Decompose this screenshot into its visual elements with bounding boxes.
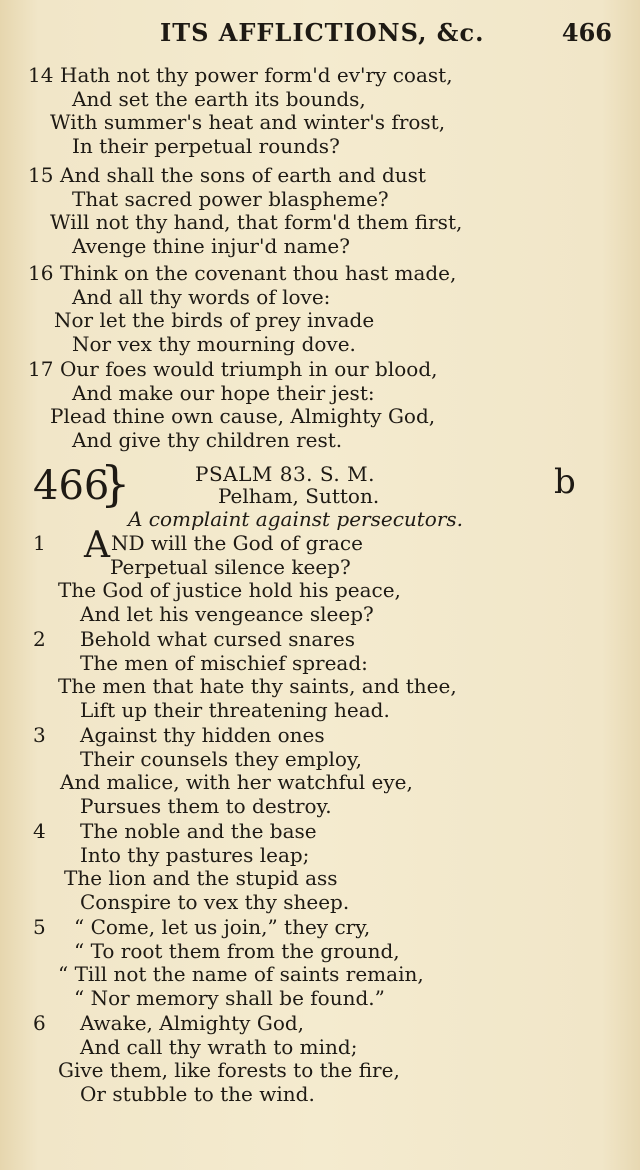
verse-line: Awake, Almighty God, <box>80 1011 305 1035</box>
verse-line: In their perpetual rounds? <box>72 134 340 159</box>
verse-line: Hath not thy power form'd ev'ry coast, <box>60 63 453 87</box>
verse-line: Or stubble to the wind. <box>80 1082 315 1107</box>
verse-number: 4 <box>33 819 46 843</box>
verse-line: And make our hope their jest: <box>72 380 375 405</box>
verse-line: The noble and the base <box>80 819 317 843</box>
running-title: ITS AFFLICTIONS, &c. <box>160 18 485 47</box>
verse-line: Avenge thine injur'd name? <box>72 234 350 259</box>
psalm-title: PSALM 83. S. M. <box>195 462 375 486</box>
verse-line: Give them, like forests to the fire, <box>58 1058 400 1083</box>
verse-line: The God of justice hold his peace, <box>58 578 401 603</box>
verse-14 <box>0 64 640 159</box>
verse-number: 16 <box>28 261 54 285</box>
tune-names: Pelham, Sutton. <box>218 484 380 508</box>
verse-number: 3 <box>33 723 46 747</box>
verse-17 <box>0 358 640 453</box>
verse-line: That sacred power blaspheme? <box>72 186 389 211</box>
verse-line: Nor vex thy mourning dove. <box>72 332 356 357</box>
verse-line: “ Till not the name of saints remain, <box>58 962 424 987</box>
verse-line: And malice, with her watchful eye, <box>60 770 413 795</box>
verse-line: Think on the covenant thou hast made, <box>60 261 457 285</box>
page-number: 466 <box>561 18 612 47</box>
verse-line: Lift up their threatening head. <box>80 698 390 723</box>
verse-number: 6 <box>33 1011 46 1035</box>
verse-number: 5 <box>33 915 46 939</box>
verse-line: Their counsels they employ, <box>80 746 362 771</box>
verse-line: The men that hate thy saints, and thee, <box>58 674 457 699</box>
verse-line: And let his vengeance sleep? <box>80 602 374 627</box>
verse-line: Our foes would triumph in our blood, <box>60 357 438 381</box>
verse-line: The men of mischief spread: <box>80 650 368 675</box>
verse-5 <box>0 916 640 1011</box>
verse-number: 14 <box>28 63 54 87</box>
verse-line: Nor let the birds of prey invade <box>54 308 375 333</box>
running-head <box>0 18 640 52</box>
verse-line: And shall the sons of earth and dust <box>60 163 426 187</box>
verse-line: Pursues them to destroy. <box>80 794 332 819</box>
brace-glyph: } <box>100 456 131 512</box>
verse-number: 15 <box>28 163 54 187</box>
drop-cap: A <box>84 525 110 566</box>
verse-line: Into thy pastures leap; <box>80 842 310 867</box>
verse-line: And give thy children rest. <box>72 428 343 453</box>
hymn-number: 466 <box>33 463 110 509</box>
verse-line: And all thy words of love: <box>72 284 331 309</box>
verse-1 <box>0 525 640 627</box>
verse-line: The lion and the stupid ass <box>64 866 338 891</box>
verse-line: Plead thine own cause, Almighty God, <box>50 404 436 429</box>
verse-4 <box>0 820 640 915</box>
verse-line: Perpetual silence keep? <box>110 554 351 579</box>
verse-line: Against thy hidden ones <box>80 723 325 747</box>
verse-6 <box>0 1012 640 1107</box>
verse-line: And set the earth its bounds, <box>72 86 366 111</box>
verse-line: Conspire to vex thy sheep. <box>80 890 350 915</box>
verse-2 <box>0 628 640 723</box>
verse-line: “ Nor memory shall be found.” <box>74 986 385 1011</box>
handwritten-flat-mark: b <box>554 462 576 502</box>
verse-3 <box>0 724 640 819</box>
verse-number: 17 <box>28 357 54 381</box>
verse-line: With summer's heat and winter's frost, <box>50 110 446 135</box>
verse-16 <box>0 262 640 357</box>
verse-line: Will not thy hand, that form'd them first, <box>50 210 463 235</box>
verse-line: ND will the God of grace <box>111 531 363 555</box>
hymn-heading <box>0 456 640 532</box>
verse-line: “ To root them from the ground, <box>74 938 400 963</box>
verse-line: Behold what cursed snares <box>80 627 355 651</box>
verse-15 <box>0 164 640 259</box>
hymn-subject: A complaint against persecutors. <box>128 507 464 531</box>
verse-number: 2 <box>33 627 46 651</box>
verse-line: “ Come, let us join,” they cry, <box>74 915 371 939</box>
verse-number: 1 <box>33 531 46 555</box>
verse-line: And call thy wrath to mind; <box>80 1034 358 1059</box>
